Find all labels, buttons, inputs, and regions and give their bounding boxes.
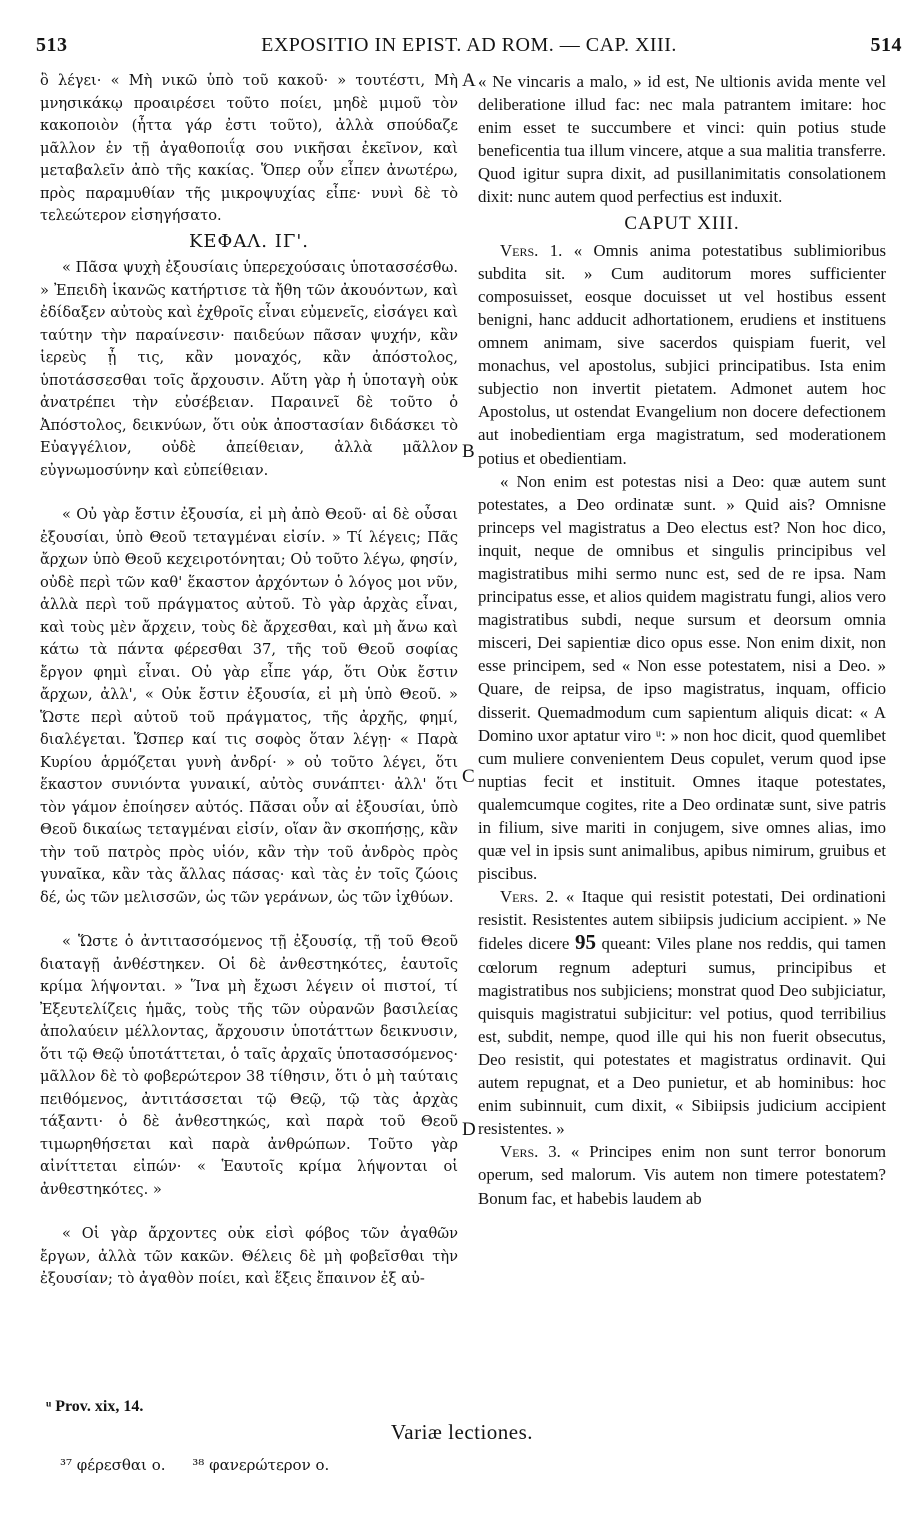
margin-letter-a: A bbox=[462, 70, 476, 91]
latin-chapter-heading: CAPUT XIII. bbox=[624, 212, 740, 234]
latin-column bbox=[478, 70, 886, 1210]
latin-paragraph bbox=[478, 239, 886, 470]
verse-label: Vers. 2. bbox=[500, 887, 559, 907]
running-header bbox=[36, 34, 902, 60]
variant-note: ³⁷ φέρεσθαι ο. bbox=[60, 1456, 166, 1474]
page-number-left: 513 bbox=[36, 34, 68, 56]
margin-letter-b: B bbox=[462, 441, 475, 462]
greek-paragraph: « Οἱ γὰρ ἄρχοντες οὐκ εἰσὶ φόβος τῶν ἀγαθῶν ἔργων, ἀλλὰ τῶν κακῶν. Θέλεις δὲ μὴ φοβεῖσθαι τὴν ἐξουσίαν; τὸ ἀγαθὸν ποίει, καὶ ἕξεις ἔπαινον ἐξ αὐ- bbox=[40, 1225, 458, 1287]
footnote: ᵘ Prov. xix, 14. bbox=[46, 1398, 144, 1415]
greek-paragraph: ὃ λέγει· « Μὴ νικῶ ὑπὸ τοῦ κακοῦ· » τουτέστι, Μὴ μνησικάκῳ προαιρέσει τοῦτο ποίει, μηδὲ μιμοῦ τὸν κακοποιὸν (ἧττα γάρ ἐστι τοῦτο), ἀλλὰ σπούδαζε μᾶλλον ἐν τῇ ἀγαθοποιΐᾳ σου νικῆσαι ἐκεῖνον, καὶ μεταβαλεῖν ἀπὸ τῆς κακίας. Ὅπερ οὖν εἶπεν ἀνωτέρω, πρὸς παραμυθίαν τῆς μικροψυχίας εἶπε· νυνὶ δὲ τὸ τελεώτερον εἰσηγήσατο. bbox=[40, 72, 458, 224]
margin-letter-d: D bbox=[462, 1119, 476, 1140]
column-number: 95 bbox=[574, 930, 596, 955]
verse-label: Vers. 1. bbox=[500, 240, 563, 260]
greek-paragraph: « Πᾶσα ψυχὴ ἐξουσίαις ὑπερεχούσαις ὑποτασσέσθω. » Ἐπειδὴ ἱκανῶς κατήρτισε τὰ ἤθη τῶν ἀκουόντων, καὶ ἐδίδαξεν αὐτοὺς καὶ ἐχθροῖς εἶναι εὐμενεῖς, εἰσάγει καὶ ταύτην τὴν παραίνεσιν· παιδεύων πᾶσαν ψυχήν, κἂν ἱερεὺς ᾖ τις, κἂν μοναχός, κἂν ἀπόστολος, ὑποτάσσεσθαι τοῖς ἄρχουσιν. Αὕτη γὰρ ἡ ὑποταγὴ οὐκ ἀνατρέπει τὴν εὐσέβειαν. Παραινεῖ δὲ τοῦτο ὁ Ἀπόστολος, δεικνύων, ὅτι οὐκ ἀποστασίαν διδάσκει τὸ Εὐαγγέλιον, οὐδὲ ἀπείθειαν, ἀλλὰ μᾶλλον εὐγνωμοσύνην καὶ εὐπείθειαν. bbox=[40, 259, 458, 479]
latin-text: « Itaque qui resistit potestati, Dei ordinationi resistit. Resistentes autem sibiipsis judicium accipient. » Ne fideles dicere bbox=[478, 887, 887, 954]
running-title: EXPOSITIO IN EPIST. AD ROM. — CAP. XIII. bbox=[261, 34, 677, 56]
verse-label: Vers. 3. bbox=[500, 1142, 561, 1162]
greek-chapter-heading: ΚΕΦΑΛ. ΙΓ'. bbox=[188, 230, 310, 252]
latin-text: « Principes enim non sunt terror bonorum operum, sed malorum. Vis autem non timere potestatem? Bonum fac, et habebis laudem ab bbox=[478, 1142, 887, 1208]
latin-text: queant: Viles plane nos reddis, qui tamen cœlorum regnum adepturi sumus, principibus et magistratibus nos subjiciens; monstrat quod Deo subjiciatur, quisquis magistratui subjicitur: vel potius, quod terribilius est, subdit, nempe, quod ille qui his non fuerit obsecutus, Deo resistit, qui potestates et magistratus ordinavit. Qui autem repugnat, et a Deo punietur, et ab hominibus: hoc enim subinnuit, cum dixit, « Sibiipsis judicium accipient resistentes. » bbox=[478, 934, 886, 1139]
variae-lectiones-notes bbox=[60, 1456, 351, 1474]
latin-paragraph: « Ne vincaris a malo, » id est, Ne ultionis avida mente vel deliberatione illud fac: nec mala patrantem imitare: hoc enim esset te succumbere et vinci: quin potius stude beneficentia tua illum vincere, atque a sua malitia transferre. Quod igitur supra dixit, ad pusillanimitatis consolationem dixit: nunc autem quod perfectius est induxit. bbox=[478, 72, 886, 207]
greek-column bbox=[40, 70, 458, 1291]
greek-paragraph: « Ὥστε ὁ ἀντιτασσόμενος τῇ ἐξουσίᾳ, τῇ τοῦ Θεοῦ διαταγῇ ἀνθέστηκεν. Οἱ δὲ ἀνθεστηκότες, ἑαυτοῖς κρίμα λήψονται. » Ἵνα μὴ ἔχωσι λέγειν οἱ πιστοί, τί Ἐξευτελίζεις ἡμᾶς, τοὺς τῆς τῶν οὐρανῶν βασιλείας ἀπολαύειν μέλλοντας, ἄρχουσιν ὑποτάττων δεικνυσιν, ὅτι τῷ Θεῷ ὑποτάττεται, ὁ ταῖς ἀρχαῖς ὑποτασσόμενος· μᾶλλον δὲ τὸ φοβερώτερον 38 τίθησιν, ὅτι ὁ μὴ ταύταις πειθόμενος, ἀντιτάσσεται τῷ Θεῷ, τῷ τὰς ἀρχὰς τάξαντι· ὁ δὲ ἀνθεστηκώς, καὶ παρὰ τοῦ Θεοῦ τιμωρηθήσεται καὶ παρὰ ἀνθρώπων. Τοῦτο γὰρ αἰνίττεται εἰπών· « Ἑαυτοῖς κρίμα λήψονται οἱ ἀνθεστηκότες. » bbox=[40, 933, 458, 1198]
variant-note: ³⁸ φανερώτερον ο. bbox=[192, 1456, 330, 1474]
latin-text: « Omnis anima potestatibus sublimioribus subdita sit. » Cum auditorum mores sufficienter composuisset, eosque docuisset ut vel hostibus essent benigni, hanc adducit adhortationem, erudiens et instituens omnem animam, sive sacerdos quispiam fuerit, vel monachus, vel apostolus, subjici principatibus. Ista enim subjectio non invertit pietatem. Admonet autem hoc Apostolus, ut ostendat Evangelium non docere defectionem aut inobedientiam erga magistratum, sed moderationem potius et obedientiam. bbox=[478, 240, 887, 468]
latin-paragraph bbox=[478, 885, 886, 1140]
greek-paragraph: « Οὐ γὰρ ἔστιν ἐξουσία, εἰ μὴ ἀπὸ Θεοῦ· αἱ δὲ οὖσαι ἐξουσίαι, ὑπὸ Θεοῦ τεταγμέναι εἰσίν. » Τί λέγεις; Πᾶς ἄρχων ὑπὸ Θεοῦ κεχειροτόνηται; Οὐ τοῦτο λέγω, φησίν, οὐδὲ περὶ τῶν καθ' ἕκαστον ἀρχόντων ὁ λόγος μοι νῦν, ἀλλὰ περὶ τοῦ πράγματος αὐτοῦ. Τὸ γὰρ ἀρχὰς εἶναι, καὶ τοὺς μὲν ἄρχειν, τοὺς δὲ ἄρχεσθαι, καὶ μὴ ἄνω καὶ κάτω τὰ πάντα φέρεσθαι 37, τῆς τοῦ Θεοῦ σοφίας ἔργον φημὶ εἶναι. Οὐ γὰρ εἶπε γάρ, ὅτι Οὐκ ἔστιν ἄρχων, ἀλλ', « Οὐκ ἔστιν ἐξουσία, εἰ μὴ ὑπὸ Θεοῦ. » Ὥστε περὶ αὐτοῦ τοῦ πράγματος, τῆς ἀρχῆς, φημί, διαλέγεται. Ὥσπερ καί τις σοφὸς ὅταν λέγῃ· « Παρὰ Κυρίου ἁρμόζεται γυνὴ ἀνδρί· » οὐ τοῦτο λέγει, ὅτι ἕκαστον συνιόντα γυναικί, αὐτὸς συνάπτει· ἀλλ' ὅτι τὸν γάμον ἐποίησεν αὐτός. Πᾶσαι οὖν αἱ ἐξουσίαι, ὑπὸ Θεοῦ δικαίως τεταγμέναι εἰσίν, οἵαν ἂν σκοπήσῃς, κἂν τὴν τοῦ πατρὸς πρὸς υἱόν, κἂν τὴν τοῦ ἀνδρὸς πρὸς γυναῖκα, κἂν τὰς ἄλλας πάσας· καὶ τὰς ἐν τοῖς ζώοις δέ, ὡς τῶν μελισσῶν, ὡς τῶν γεράνων, ὡς τῶν ἰχθύων. bbox=[40, 506, 458, 906]
margin-letter-c: C bbox=[462, 766, 475, 787]
latin-paragraph bbox=[478, 1140, 886, 1209]
latin-paragraph: « Non enim est potestas nisi a Deo: quæ autem sunt potestates, a Deo ordinatæ sunt. » Quid ais? Omnisne princeps vel magistratus a Deo electus est? Non hoc dico, inquit, neque de omnibus et singulis principibus vel magistratibus mihi sermo nunc est, sed de re ipsa. Nam principatus esse, et alios quidem magistratu fungi, alios vero magistratibus subdi, neque sursum et deorsum omnia misceri, Dei sapientiæ dico opus esse. Non enim dixit, non esse principem, sed « Non esse potestatem, nisi a Deo. » Quare, de reipsa, de ipso magistratus, inquam, officio disserit. Quemadmodum cum sapientum aliquis dicat: « A Domino uxor aptatur viro ᵘ: » non hoc dicit, quod quemlibet cum muliere convenientem Deus copulet, verum quod ipse nuptias fecit et instituit. Omnes itaque potestates, qualemcumque cogites, rite a Deo ordinatæ sunt, sive patris in filium, sive mariti in conjugem, sive omnes alias, imo quæ vel in ipsis sunt animalibus, apibus nimirum, gruibus et piscibus. bbox=[478, 471, 886, 884]
variae-lectiones-heading: Variæ lectiones. bbox=[390, 1420, 534, 1444]
page-number-right: 514 bbox=[870, 34, 902, 56]
